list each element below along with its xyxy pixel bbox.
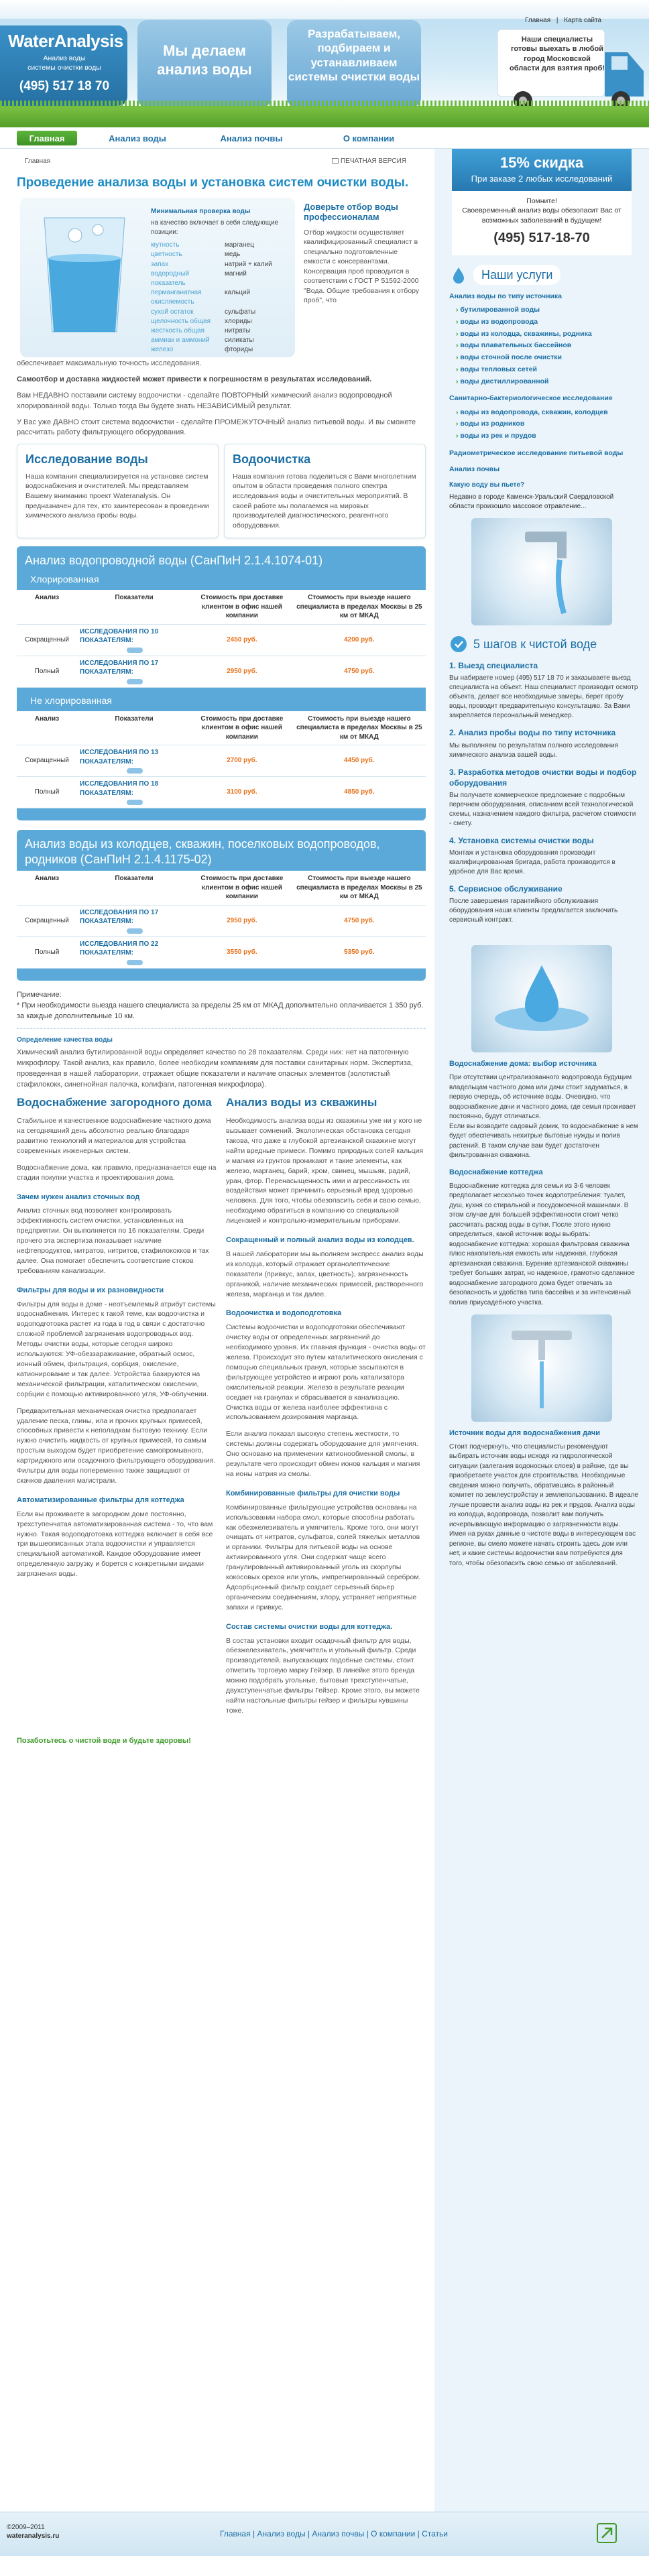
expand-arrow-icon[interactable] — [127, 800, 143, 805]
parameter-table: Минимальная проверка воды на качество включает в себя следующие позиции: мутность марганец цветность медь запах натрий + калий водородный показатель магний перманганатная окисляемость кальций сухой остаток сульфаты щелочность общая хлориды жесткость общая нитраты аммиак и аммоний силикаты железо фториды — [151, 207, 295, 355]
purification-box: Водоочистка Наша компания готова поделиться с Вами многолетним опытом в области проведения полного спектра исследования воды и очистительных мероприятий. В своей работе мы полагаемся на мировых производителей диагностического, реагентного оборудования. — [224, 444, 426, 538]
expand-arrow-icon[interactable] — [127, 648, 143, 653]
left-article-column: Водоснабжение загородного дома Стабильное и качественное водоснабжение частного дома на сегодняшний день абсолютно реально благодаря развитию технологий и материалов для устройства современных инженерных систем. Водоснабжение дома, как правило, предназначается еще на стадии покупки участка и проектирования дома. Зачем нужен анализ сточных вод Анализ сточных вод позволяет контролировать эффективность систем очистки, установленных на предприятии. Он выполняется по 16 показателям. Среди прочего эта экспертиза показывает наличие нефтепродуктов, нитратов, нитритов, стафилококков и так далее. Она помогает обеспечить соответствие стоков требованиям канализации. Фильтры для воды и их разновидности Фильтры для воды в доме - неотъемлемый атрибут системы водоснабжения. Интерес к такой теме, как водоочистка и водоподготовка растет из года в год в связи с достаточно сложной проблемой загрязнения водопроводных вод. Методы очистки воды, которые сегодня широко используются: УФ-обеззараживание, обратный осмос, ионный обмен, фильтрация, сорбция, окисление, катионирование и так далее. Устройства базируются на механической фильтрации, каталитическом окислении, сорбции с помощью активированного угля, УФ-облучении. Предварительная механическая очистка предполагает удаление песка, глины, ила и прочих крупных примесей, способных привести к неполадкам бытовую технику. Если нужно очистить жидкость от крупных примесей, то самым простым выходом будет приобретение самопромывного, картриджного или осадочного фильтрующего оборудования. Фильтры для воды попеременно также защищают от скачков давления магистрали. Автоматизированные фильтры для коттеджа Если вы проживаете в загородном доме постоянно, трехступенчатая автоматизированная система - то, что вам нужно. Такая водоподготовка коттеджа включает в себя все три вышеописанных этапа водоочистки и управляется специальной автоматикой. Каждое оборудование имеет определенную загрузку и борется с конкретными видами загрязнения воды. — [17, 1095, 217, 1579]
parameter-right: натрий + калий — [225, 260, 272, 268]
well-water-price-title: Анализ воды из колодцев, скважин, поселковых водопроводов, родников (СанПиН 2.1.4.1175-02) — [25, 837, 380, 866]
discount-amount: 15% скидка — [499, 154, 584, 171]
old-system-text: У Вас уже ДАВНО стоит система водоочистки - сделайте ПРОМЕЖУТОЧНЫЙ анализ питьевой воды. И вы сможете рассчитать работу фильтрующего оборудования. — [17, 418, 416, 437]
sidebar — [434, 149, 649, 2512]
indicators-link[interactable]: ИССЛЕДОВАНИЯ ПО 22 ПОКАЗАТЕЛЯМ: — [80, 940, 159, 957]
price-row: Полный ИССЛЕДОВАНИЯ ПО 17 ПОКАЗАТЕЛЯМ: 2950 руб. 4750 руб. — [17, 656, 426, 687]
indicators-link[interactable]: ИССЛЕДОВАНИЯ ПО 13 ПОКАЗАТЕЛЯМ: — [80, 749, 159, 765]
news-block: Какую воду вы пьете? Недавно в городе Каменск-Уральский Свердловской области произошло массовое отравление... — [449, 481, 614, 511]
step-item: 1. Выезд специалиста Вы набираете номер (495) 517 18 70 и заказываете выезд специалиста на объект. Наш специалист производит осмотр объекта, делает все необходимые замеры, берет пробу воды, проводит предварительную консультацию. За Вами закрепляется персональный менеджер. — [449, 661, 638, 720]
nav-soil-analysis[interactable]: Анализ почвы — [220, 133, 283, 143]
tap-water-price-title: Анализ водопроводной воды (СанПиН 2.1.4.1074-01) — [25, 553, 323, 567]
service-link[interactable]: воды плавательных бассейнов — [460, 341, 572, 350]
parameter-right: нитраты — [225, 326, 251, 334]
service-link[interactable]: бутилированной воды — [460, 306, 540, 314]
indicators-link[interactable]: ИССЛЕДОВАНИЯ ПО 10 ПОКАЗАТЕЛЯМ: — [80, 627, 159, 645]
breadcrumb-home[interactable]: Главная — [25, 158, 51, 165]
parameter-right: хлориды — [225, 317, 252, 325]
service-link[interactable]: воды из родников — [460, 420, 525, 428]
water-glass-image — [28, 211, 141, 339]
closing-slogan: Позаботьтесь о чистой воде и будьте здоровы! — [17, 1736, 191, 1745]
promo-bubble-analysis: Мы делаем анализ воды — [137, 20, 272, 107]
research-box: Исследование воды Наша компания специализируется на установке систем водоснабжения и очистителей. Мы представляем Вашему вниманию проект Wateranalysis. Он предназначен для тех, кто заинтересован в проведении химического анализа пробы воды. — [17, 444, 219, 538]
steps-list — [449, 660, 638, 925]
truck-caption: Наши специалисты готовы выехать в любой город Московской области для взятия проб! — [510, 36, 605, 72]
indicators-link[interactable]: ИССЛЕДОВАНИЯ ПО 17 ПОКАЗАТЕЛЯМ: — [80, 908, 159, 926]
step-item: 4. Установка системы очистки воды Монтаж и установка оборудования производит квалифицированная бригада, работа производится в удобное для Вас время. — [449, 835, 615, 876]
service-link[interactable]: воды из рек и прудов — [460, 432, 536, 440]
top-links: Главная | Карта сайта — [525, 17, 601, 24]
breadcrumb — [17, 149, 426, 170]
price-table-nonchlorinated: Анализ Показатели Стоимость при доставке клиентом в офис нашей компании Стоимость при выезде нашего специалиста в пределах Москвы в 25 км от МКАД Сокращенный ИССЛЕДОВАНИЯ ПО 13 ПОКАЗАТЕЛЯМ: 2700 руб. 4450 руб. Полный ИССЛЕДОВАНИЯ ПО 18 ПОКАЗАТЕЛЯМ: 3100 руб. 4850 руб. — [17, 711, 426, 809]
price-row: Полный ИССЛЕДОВАНИЯ ПО 18 ПОКАЗАТЕЛЯМ: 3100 руб. 4850 руб. — [17, 777, 426, 808]
self-sampling-warning: Самоотбор и доставка жидкостей может привести к погрешностям в результатах исследований. — [17, 375, 372, 383]
price-row: Сокращенный ИССЛЕДОВАНИЯ ПО 13 ПОКАЗАТЕЛЯМ: 2700 руб. 4450 руб. — [17, 745, 426, 777]
dacha-article: Источник воды для водоснабжения дачи Стоит подчеркнуть, что специалисты рекомендуют выбирать источник воды исходя из гидрологической ситуации (залегания водоносных слоев) в районе, где вы приобретаете участок для строительства. Необходимые сведения можно получить, обратившись в районный комитет по землеустройству и землепользованию. В идеале лучше провести анализ воды из рек и прудов. Анализ воды из колодца, водопровода, позволит вам получить исчерпывающую информацию о загрязненности воды. Имея на руках данные о чистоте воды в интересующем вас регионе, вы смело можете начать строить здесь дом или нет, и какие системы водоочистки вам потребуются для того, чтобы обезопасить свою семью от заболеваний. — [449, 1429, 638, 1567]
indicators-link[interactable]: ИССЛЕДОВАНИЯ ПО 18 ПОКАЗАТЕЛЯМ: — [80, 780, 159, 797]
site-header — [0, 0, 649, 127]
price-row: Сокращенный ИССЛЕДОВАНИЯ ПО 10 ПОКАЗАТЕЛЯМ: 2450 руб. 4200 руб. — [17, 624, 426, 656]
bottled-title: Определение качества воды — [17, 1036, 113, 1044]
parameter-table-title: Минимальная проверка воды — [151, 207, 251, 215]
price-table-chlorinated: Анализ Показатели Стоимость при доставке клиентом в офис нашей компании Стоимость при выезде нашего специалиста в пределах Москвы в 25 км от МКАД Сокращенный ИССЛЕДОВАНИЯ ПО 10 ПОКАЗАТЕЛЯМ: 2450 руб. 4200 руб. Полный ИССЛЕДОВАНИЯ ПО 17 ПОКАЗАТЕЛЯМ: 2950 руб. 4750 руб. — [17, 590, 426, 688]
parameter-right: силикаты — [225, 336, 254, 345]
cottage-article: Водоснабжение коттеджа Водоснабжение коттеджа для семьи из 3-6 человек предполагает несколько точек водопотребления: туалет, душ, кухня со стиральной и посудомоечной машинами. В этом случае для большей эффективности стоит четко рассчитать расход воды в сутки. После этого нужно определиться, какой источник воды выбрать: водоснабжение коттеджа: хорошая фильтровая скважина плюс накопительная емкость или надежная, глубокая артезианская скважина. Бурение артезианской скважины требует больших затрат, но надежное, грамотно сделанное водоснабжение загородного дома будет отвечать за безопасность и удобства типа бассейна и за интенсивный полив приусадебного участка. — [449, 1168, 635, 1306]
service-link[interactable]: воды сточной после очистки — [460, 353, 562, 362]
parameter-left: железо — [151, 346, 174, 354]
nav-water-analysis[interactable]: Анализ воды — [109, 133, 166, 143]
steps-icon — [449, 635, 468, 654]
recent-system-text: Вам НЕДАВНО поставили систему водоочистки - сделайте ПОВТОРНЫЙ химический анализ водопроводной хлорированной воды. Только тогда Вы будете знать НЕЗАВИСИМЫЙ результат. — [17, 391, 392, 410]
water-splash-image — [471, 945, 612, 1052]
water-glass-panel — [20, 198, 295, 357]
step-item: 2. Анализ пробы воды по типу источника Мы выполняем по результатам полного исследования химического анализа вашей воды. — [449, 728, 619, 759]
main-content: Главная ПЕЧАТНАЯ ВЕРСИЯ Проведение анализа воды и установка систем очистки воды. Минимальная проверка воды на качество включает в себя следующие позиции: мутность марганец цветность медь запах натрий + калий водородный показатель магний перманганатная окисляемость кальций сухой остаток сульфаты щелочность общая хлориды жесткость общая нитраты аммиак и аммоний силикаты железо фториды Доверьте отбор воды профессионалам Отбор жидкости осуществляет квалифицированный специалист в специально подготовленные емкости с консервантами. Консервация проб проводится в соответствии с ГОСТ Р 51592-2000 "Вода. Общие требования к отбору проб", что обеспечивает максимальную точность исследования. Самоотбор и доставка жидкостей может привести к погрешностям в результатах исследований. Вам НЕДАВНО поставили систему водоочистки - сделайте ПОВТОРНЫЙ химический анализ водопроводной хлорированной воды. Только тогда Вы будете знать НЕЗАВИСИМЫЙ результат. У Вас уже ДАВНО стоит система водоочистки - сделайте ПРОМЕЖУТОЧНЫЙ анализ питьевой воды. И вы сможете рассчитать работу фильтрующего оборудования. Исследование воды Наша компания специализируется на установке систем водоснабжения и очистителей. Мы представляем Вашему вниманию проект Wateranalysis. Он предназначен для тех, кто заинтересован в проведении химического анализа пробы воды. Водоочистка Наша компания готова поделиться с Вами многолетним опытом в области проведения полного спектра исследования воды и очистительных мероприятий. В своей работе мы полагаемся на мировых производителей диагностического, реагентного оборудования. Анализ водопроводной воды (СанПиН 2.1.4.1074-01) Хлорированная Анализ Показатели Стоимость при доставке клиентом в офис нашей компании Стоимость при выезде нашего специалиста в пределах Москвы в 25 км от МКАД Сокращенный ИССЛЕДОВАНИЯ ПО 10 ПОКАЗАТЕЛЯМ: 2450 руб. 4200 руб. Полный ИССЛЕДОВАНИЯ ПО 17 ПОКАЗАТЕЛЯМ: 2950 руб. 4750 руб. Не хлорированная Анализ Показатели Стоимость при доставке клиентом в офис нашей компании Стоимость при выезде нашего специалиста в пределах Москвы в 25 км от МКАД Сокращенный ИССЛЕДОВАНИЯ ПО 13 ПОКАЗАТЕЛЯМ: 2700 руб. 4450 руб. Полный ИССЛЕДОВАНИЯ ПО 18 ПОКАЗАТЕЛЯМ: 3100 руб. 4850 руб. Анализ воды из колодцев, скважин, поселковых водопроводов, родников (СанПиН 2.1.4.1175-02) Анализ Показатели Стоимость при доставке клиентом в офис нашей компании Стоимость при выезде нашего специалиста в пределах Москвы в 25 км от МКАД Сокращенный ИССЛЕДОВАНИЯ ПО 17 ПОКАЗАТЕЛЯМ: 2950 руб. 4750 руб. Полный ИССЛЕДОВАНИЯ ПО 22 ПОКАЗАТЕЛЯМ: 3550 руб. 5350 руб. Примечание: * При необходимости выезда нашего специалиста за пределы 25 км от МКАД дополнительно оплачивается 1 350 руб. за каждые дополнительные 10 км. Определение качества воды Химический анализ бутилированной воды определяет качество по 28 показателям. Среди них: нет на патогенную микрофлору. Такой анализ, как правило, более необходим компаниям для поставки санитарных норм. Экспертиза, проведенная в нашей лаборатории, отражает общие показатели и наличие опасных элементов (золотистый стафилококк, синегнойная палочка, колифаги, патогенная микрофлора). Водоснабжение загородного дома Стабильное и качественное водоснабжение частного дома на сегодняшний день абсолютно реально благодаря развитию технологий и материалов для устройства современных инженерных систем. Водоснабжение дома, как правило, предназначается еще на стадии покупки участка и проектирования дома. Зачем нужен анализ сточных вод Анализ сточных вод позволяет контролировать эффективность систем очистки, установленных на предприятии. Он выполняется по 16 показателям. Среди прочего эта экспертиза показывает наличие нефтепродуктов, нитратов, нитритов, стафилококков и так далее. Она помогает обеспечить соответствие стоков требованиям канализации. Фильтры для воды и их разновидности Фильтры для воды в доме - неотъемлемый атрибут системы водоснабжения. Интерес к такой теме, как водоочистка и водоподготовка растет из года в год в связи с достаточно сложной проблемой загрязнения водопроводных вод. Методы очистки воды, которые сегодня широко используются: УФ-обеззараживание, обратный осмос, ионный обмен, фильтрация, сорбция, окисление, катионирование и так далее. Устройства базируются на механической фильтрации, каталитическом окислении, сорбции с помощью активированного угля, УФ-облучении. Предварительная механическая очистка предполагает удаление песка, глины, ила и прочих крупных примесей, способных привести к неполадкам бытовую технику. Если нужно очистить жидкость от крупных примесей, то самым простым выходом будет приобретение самопромывного, картриджного или осадочного фильтрующего оборудования. Фильтры для воды попеременно также защищают от скачков давления магистрали. Автоматизированные фильтры для коттеджа Если вы проживаете в загородном доме постоянно, трехступенчатая автоматизированная система - то, что вам нужно. Такая водоподготовка коттеджа включает в себя все три вышеописанных этапа водоочистки и управляется специальной автоматикой. Каждое оборудование имеет определенную загрузку и борется с конкретными видами загрязнения воды. Анализ воды из скважины Необходимость анализа воды из скважины уже ни у кого не вызывает сомнений. Экологическая обстановка сегодня такова, что даже в глубокой артезианской скважине могут найти вредные примеси. Помимо природных солей кальция и магния из грунтов проникают и такие элементы, как железо, марганец, барий, хром, свинец, мышьяк, радий, уран, фтор. Перенасыщенность ими и агрессивность их воздействия может причинить серьезный вред здоровью человека. Для того, чтобы обезопасить себя и свою семью, необходимо обратиться в компанию со специальной лицензией и контрольно-измерительным приборами. Сокращенный и полный анализ воды из колодцев. В нашей лаборатории мы выполняем экспресс анализ воды из колодца, который отражает органолептические показатели (привкус, запах, цветность), загрязненность органикой, наличие механических примесей, растворенного железа, марганца и так далее. Водоочистка и водоподготовка Системы водоочистки и водоподготовки обеспечивают очистку воды от определенных загрязнений до необходимого уровня. Их главная функция - очистка воды от железа. Происходит это путем каталитического окисления с помощью специальных гранул, которые засыпаются в фильтрующее устройство и играют роль катализатора окислительной реакции. Железо в результате реакции оседает на гранулах и сбрасывается в канализацию. Очистка воды от железа наиболее эффективна с использованием дозирования марганца. Если анализ показал высокую степень жесткости, то системы должны содержать оборудование для умягчения. Оно основано на применении катионообменной смолы, в результате чего происходит обмен ионов кальция и магния на ионы натрия из смолы. Комбинированные фильтры для очистки воды Комбинированные фильтрующие устройства основаны на использовании набора смол, которые способны работать как обезжелезиватель и умягчитель. Кроме того, они могут очищать от нитратов, сульфатов, солей тяжелых металлов и органики. Фильтры для питьевой воды на основе активированного угля. Они содержат чаще всего гранулированный активированный уголь из скорлупы кокосовых орехов или уголь, импрегнированный серебром. Адсорбционный фильтр создает серьезный барьер органическим соединениям, хлору, устраняет неприятные запахи и привкус. Состав системы очистки воды для коттеджа. В состав установки входит осадочный фильтр для воды, обезжелезиватель, умягчитель и угольный фильтр. Среди производителей, выпускающих подобные системы, стоит отметить торговую марку Гейзер. В линейке этого бренда можно подобрать угольные, бытовые трехступенчатые, двухступенчатые фильтры Гейзер. Кроме этого, вы можете найти настольные фильтры гейзер и фильтры кувшины тоже. Позаботьтесь о чистой воде и будьте здоровы! — [17, 149, 426, 1746]
page-title: Проведение анализа воды и установка систем очистки воды. — [17, 176, 409, 190]
sampling-title: Доверьте отбор воды профессионалам — [304, 201, 398, 223]
expand-arrow-icon[interactable] — [127, 679, 143, 684]
service-link[interactable]: воды тепловых сетей — [460, 365, 537, 373]
parameter-left: жесткость общая — [151, 326, 204, 334]
step-item: 5. Сервисное обслуживание После завершения гарантийного обслуживания оборудования наши клиенты предлагается заключить сервисный контракт. — [449, 884, 618, 924]
price-table-well: Анализ Показатели Стоимость при доставке клиентом в офис нашей компании Стоимость при выезде нашего специалиста в пределах Москвы в 25 км от МКАД Сокращенный ИССЛЕДОВАНИЯ ПО 17 ПОКАЗАТЕЛЯМ: 2950 руб. 4750 руб. Полный ИССЛЕДОВАНИЯ ПО 22 ПОКАЗАТЕЛЯМ: 3550 руб. 5350 руб. — [17, 871, 426, 969]
price-note: Примечание: * При необходимости выезда нашего специалиста за пределы 25 км от МКАД дополнительно оплачивается 1 350 руб. за каждые дополнительные 10 км. — [17, 990, 424, 1020]
parameter-left: мутность — [151, 241, 180, 249]
sitemap-link[interactable]: Карта сайта — [564, 17, 601, 24]
faucet-image — [471, 1314, 612, 1422]
steps-title: 5 шагов к чистой воде — [473, 637, 597, 652]
expand-arrow-icon[interactable] — [127, 768, 143, 774]
parameter-right: сульфаты — [225, 308, 256, 316]
expand-arrow-icon[interactable] — [127, 928, 143, 934]
parameter-right: магний — [225, 269, 247, 278]
main-nav — [0, 127, 649, 149]
parameter-left: аммиак и аммоний — [151, 336, 210, 345]
tap-water-price-box: Анализ водопроводной воды (СанПиН 2.1.4.1074-01) Хлорированная Анализ Показатели Стоимость при доставке клиентом в офис нашей компании Стоимость при выезде нашего специалиста в пределах Москвы в 25 км от МКАД Сокращенный ИССЛЕДОВАНИЯ ПО 10 ПОКАЗАТЕЛЯМ: 2450 руб. 4200 руб. Полный ИССЛЕДОВАНИЯ ПО 17 ПОКАЗАТЕЛЯМ: 2950 руб. 4750 руб. Не хлорированная Анализ Показатели Стоимость при доставке клиентом в офис нашей компании Стоимость при выезде нашего специалиста в пределах Москвы в 25 км от МКАД Сокращенный ИССЛЕДОВАНИЯ ПО 13 ПОКАЗАТЕЛЯМ: 2700 руб. 4450 руб. Полный ИССЛЕДОВАНИЯ ПО 18 ПОКАЗАТЕЛЯМ: 3100 руб. 4850 руб. — [17, 546, 426, 820]
parameter-left: запах — [151, 260, 169, 268]
step-item: 3. Разработка методов очистки воды и подбор оборудования Вы получаете коммерческое предложение с подробным перечнем оборудования, описанием всей технологической схемы, назначением каждого фильтра, расчетом стоимости - смету. — [449, 767, 637, 827]
parameter-left: перманганатная окисляемость — [151, 289, 202, 306]
services-title: Наши услуги — [481, 267, 553, 282]
parameter-right: кальций — [225, 289, 251, 297]
promo-bubble-systems: Разрабатываем, подбираем и устанавливаем системы очистки воды — [287, 20, 421, 107]
sampling-block — [304, 202, 424, 306]
well-water-price-box — [17, 830, 426, 981]
service-link[interactable]: воды из колодца, скважины, родника — [460, 329, 592, 338]
header-phone: (495) 517 18 70 — [19, 79, 110, 94]
logo-tagline: Анализ воды системы очистки воды — [27, 54, 101, 72]
service-link[interactable]: воды из водопровода — [460, 317, 538, 326]
indicators-link[interactable]: ИССЛЕДОВАНИЯ ПО 17 ПОКАЗАТЕЛЯМ: — [80, 659, 159, 676]
parameter-left: сухой остаток — [151, 308, 194, 316]
parameter-left: щелочность общая — [151, 317, 211, 325]
sampling-text: Отбор жидкости осуществляет квалифицированный специалист в специально подготовленные емкости с консервантами. Консервация проб проводится в соответствии с ГОСТ Р 51592-2000 "Вода. Общие требования к отбору проб", что — [304, 228, 420, 305]
nav-about[interactable]: О компании — [343, 133, 395, 143]
logo-block[interactable] — [0, 25, 127, 106]
logo-title: WaterAnalysis — [8, 31, 123, 51]
right-article-column: Анализ воды из скважины Необходимость анализа воды из скважины уже ни у кого не вызывает сомнений. Экологическая обстановка сегодня такова, что даже в глубокой артезианской скважине могут найти вредные примеси. Помимо природных солей кальция и магния из грунтов проникают и такие элементы, как железо, марганец, барий, хром, свинец, мышьяк, радий, уран, фтор. Перенасыщенность ими и агрессивность их воздействия может причинить серьезный вред здоровью человека. Для того, чтобы обезопасить себя и свою семью, необходимо обратиться в компанию со специальной лицензией и контрольно-измерительным приборами. Сокращенный и полный анализ воды из колодцев. В нашей лаборатории мы выполняем экспресс анализ воды из колодца, который отражает органолептические показатели (привкус, запах, цветность), загрязненность органикой, наличие механических примесей, растворенного железа, марганца и так далее. Водоочистка и водоподготовка Системы водоочистки и водоподготовки обеспечивают очистку воды от определенных загрязнений до необходимого уровня. Их главная функция - очистка воды от железа. Происходит это путем каталитического окисления с помощью специальных гранул, которые засыпаются в фильтрующее устройство и играют роль катализатора окислительной реакции. Железо в результате реакции оседает на гранулах и сбрасывается в канализацию. Очистка воды от железа наиболее эффективна с использованием дозирования марганца. Если анализ показал высокую степень жесткости, то системы должны содержать оборудование для умягчения. Оно основано на применении катионообменной смолы, в результате чего происходит обмен ионов кальция и магния на ионы натрия из смолы. Комбинированные фильтры для очистки воды Комбинированные фильтрующие устройства основаны на использовании набора смол, которые способны работать как обезжелезиватель и умягчитель. Кроме того, они могут очищать от нитратов, сульфатов, солей тяжелых металлов и органики. Фильтры для питьевой воды на основе активированного угля. Они содержат чаще всего гранулированный активированный уголь из скорлупы кокосовых орехов или уголь, импрегнированный серебром. Адсорбционный фильтр создает серьезный барьер органическим соединениям, хлору, устраняет неприятные запахи и привкус. Состав системы очистки воды для коттеджа. В состав установки входит осадочный фильтр для воды, обезжелезиватель, умягчитель и угольный фильтр. Среди производителей, выпускающих подобные системы, стоит отметить торговую марку Гейзер. В линейке этого бренда можно подобрать угольные, бытовые трехступенчатые, двухступенчатые фильтры Гейзер. Кроме этого, вы можете найти настольные фильтры гейзер и фильтры кувшины тоже. — [226, 1095, 426, 1715]
tap-water-image — [471, 518, 612, 625]
nav-home[interactable]: Главная — [17, 131, 77, 145]
parameter-left: водородный показатель — [151, 269, 189, 288]
printer-icon — [332, 158, 339, 164]
footer-arrow-icon[interactable] — [597, 2523, 617, 2543]
price-row: Полный ИССЛЕДОВАНИЯ ПО 22 ПОКАЗАТЕЛЯМ: 3550 руб. 5350 руб. — [17, 936, 426, 968]
print-version-link[interactable]: ПЕЧАТНАЯ ВЕРСИЯ — [332, 157, 406, 166]
expand-arrow-icon[interactable] — [127, 960, 143, 965]
price-row: Сокращенный ИССЛЕДОВАНИЯ ПО 17 ПОКАЗАТЕЛЯМ: 2950 руб. 4750 руб. — [17, 905, 426, 936]
parameter-right: медь — [225, 251, 241, 259]
parameter-right: фториды — [225, 346, 253, 354]
parameter-right: марганец — [225, 241, 254, 249]
water-drop-icon — [449, 265, 468, 284]
home-link[interactable]: Главная — [525, 17, 551, 24]
discount-promo[interactable]: 15% скидка При заказе 2 любых исследований Помните! Своевременный анализ воды обезопасит Вас от возможных заболеваний в будущем! (495) 517-18-70 — [452, 149, 632, 255]
footer-copyright: ©2009–2011 wateranalysis.ru — [7, 2524, 60, 2540]
source-article: Водоснабжение дома: выбор источника При отсутствии централизованного водопровода будущим владельцам частного дома или дачи стоит задуматься, в первую очередь, об источнике воды. Очевидно, что водоснабжение дачи и частного дома, где семья проживает постоянно, будут отличаться. Если вы возводите садовый домик, то водоснабжение в нем будет обеспечивать нехитрые бытовые нужды и полив растений. В таком случае вам будет достаточен фильтрованная скважина. — [449, 1060, 638, 1160]
bottled-text: Химический анализ бутилированной воды определяет качество по 28 показателям. Среди них: нет на патогенную микрофлору. Такой анализ, как правило, более необходим компаниям для поставки санитарных норм. Экспертиза, проведенная в нашей лаборатории, отражает общие показатели и наличие опасных элементов (золотистый стафилококк, синегнойная палочка, колифаги, патогенная микрофлора). — [17, 1048, 413, 1089]
parameter-left: цветность — [151, 251, 182, 259]
site-footer — [0, 2512, 649, 2556]
footer-nav[interactable]: Главная | Анализ воды | Анализ почвы | О компании | Статьи — [220, 2529, 449, 2538]
services-list: Анализ воды по типу источника › бутилированной воды › воды из водопровода › воды из колодца, скважины, родника › воды плавательных бассейнов › воды сточной после очистки › воды тепловых сетей › воды дистиллированной Санитарно-бактериологическое исследование › воды из водопровода, скважин, колодцев › воды из родников › воды из рек и прудов Радиометрическое исследование питьевой воды Анализ почвы — [449, 292, 649, 474]
service-link[interactable]: воды из водопровода, скважин, колодцев — [460, 408, 608, 416]
grass-strip — [0, 106, 649, 127]
promo-phone: (495) 517-18-70 — [493, 230, 590, 245]
service-link[interactable]: воды дистиллированной — [460, 377, 549, 385]
